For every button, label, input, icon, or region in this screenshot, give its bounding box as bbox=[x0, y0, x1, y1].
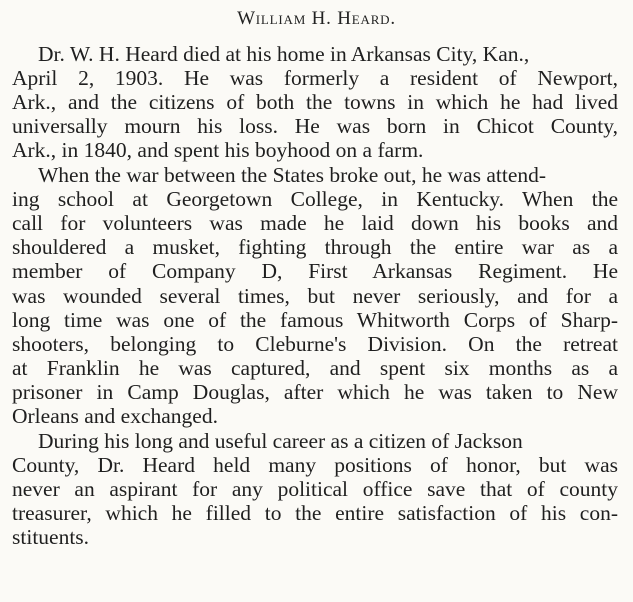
text-line: ing school at Georgetown College, in Kentucky. When the bbox=[12, 187, 618, 211]
text-line: never an aspirant for any political office save that of county bbox=[12, 477, 618, 501]
text-line: member of Company D, First Arkansas Regiment. He bbox=[12, 259, 618, 283]
text-line: shooters, belonging to Cleburne's Division. On the retreat bbox=[12, 332, 618, 356]
text-line: Dr. W. H. Heard died at his home in Arkansas City, Kan., bbox=[38, 42, 530, 66]
text-line: long time was one of the famous Whitworth Corps of Sharp- bbox=[12, 308, 618, 332]
text-line: County, Dr. Heard held many positions of honor, but was bbox=[12, 453, 618, 477]
text-line: Ark., in 1840, and spent his boyhood on a farm. bbox=[12, 138, 424, 162]
text-line: Ark., and the citizens of both the towns in which he had lived bbox=[12, 90, 618, 114]
text-line: April 2, 1903. He was formerly a resident of Newport, bbox=[12, 66, 618, 90]
text-line: When the war between the States broke out, he was attend- bbox=[38, 163, 547, 187]
text-line: at Franklin he was captured, and spent six months as a bbox=[12, 356, 618, 380]
text-line: prisoner in Camp Douglas, after which he was taken to New bbox=[12, 380, 618, 404]
text-line: call for volunteers was made he laid down his books and bbox=[12, 211, 618, 235]
text-line: shouldered a musket, fighting through the entire war as a bbox=[12, 235, 618, 259]
text-line: Orleans and exchanged. bbox=[12, 404, 218, 428]
text-line: stituents. bbox=[12, 525, 90, 549]
text-line: was wounded several times, but never seriously, and for a bbox=[12, 284, 618, 308]
text-line: During his long and useful career as a citizen of Jackson bbox=[38, 429, 523, 453]
article-title: William H. Heard. bbox=[237, 8, 396, 29]
text-line: treasurer, which he filled to the entire satisfaction of his con- bbox=[12, 501, 618, 525]
text-line: universally mourn his loss. He was born in Chicot County, bbox=[12, 114, 618, 138]
